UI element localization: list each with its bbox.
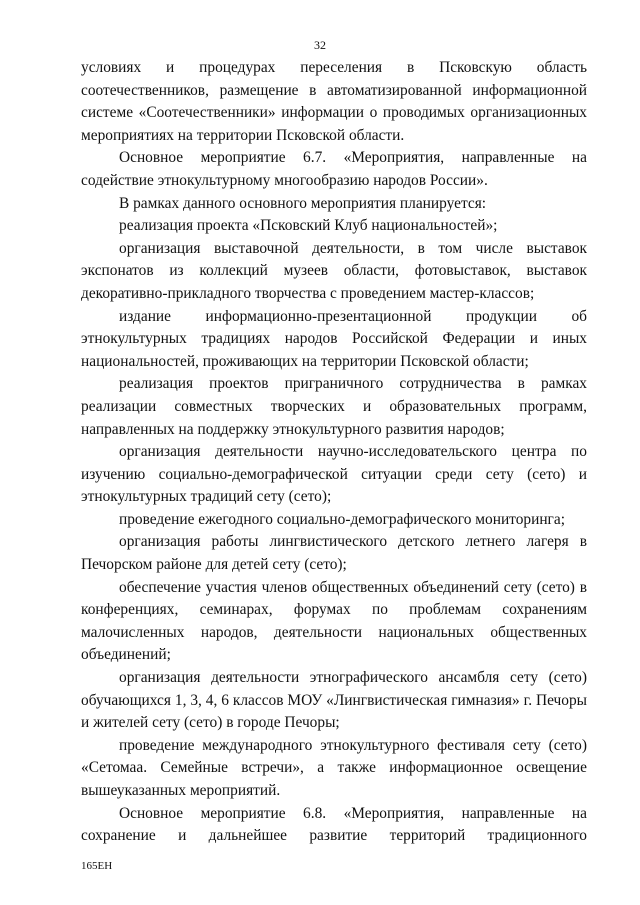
list-item: организация деятельности этнографического ансамбля сету (сето) обучающихся 1, 3, 4, 6 классов МОУ «Лингвистическая гимназия» г. Печоры и жителей сету (сето) в городе Печоры; bbox=[81, 669, 587, 732]
list-item: обеспечение участия членов общественных объединений сету (сето) в конференциях, семинарах, форумах по проблемам сохранениям малочисленных народов, деятельности национальных общественных объединений; bbox=[81, 578, 587, 664]
list-item: проведение ежегодного социально-демографического мониторинга; bbox=[119, 510, 565, 528]
paragraph-main-activity-6-8: Основное мероприятие 6.8. «Мероприятия, направленные на сохранение и дальнейшее развитие территорий традиционного bbox=[81, 804, 587, 845]
paragraph-main-activity-6-7: Основное мероприятие 6.7. «Мероприятия, направленные на содействие этнокультурному многообразию народов России». bbox=[81, 149, 587, 189]
page-number: 32 bbox=[314, 38, 326, 52]
paragraph-planned-intro: В рамках данного основного мероприятия планируется: bbox=[119, 194, 487, 212]
list-item: реализация проектов приграничного сотрудничества в рамках реализации совместных творческих и образовательных программ, направленных на поддержку этнокультурного развития народов; bbox=[81, 375, 587, 438]
document-body bbox=[81, 57, 587, 848]
list-item: проведение международного этнокультурного фестиваля сету (сето) «Сетомаа. Семейные встречи», а также информационное освещение вышеуказанных мероприятий. bbox=[81, 736, 587, 799]
list-item: организация работы лингвистического детского летнего лагеря в Печорском районе для детей сету (сето); bbox=[81, 533, 587, 574]
list-item: издание информационно-презентационной продукции об этнокультурных традициях народов Российской Федерации и иных национальностей, проживающих на территории Псковской области; bbox=[81, 307, 587, 370]
list-item: организация деятельности научно-исследовательского центра по изучению социально-демографической ситуации среди сету (сето) и этнокультурных традиций сету (сето); bbox=[81, 443, 587, 506]
list-item: организация выставочной деятельности, в том числе выставок экспонатов из коллекций музеев области, фотовыставок, выставок декоративно-прикладного творчества с проведением мастер-классов; bbox=[81, 239, 587, 302]
document-code: 165ЕН bbox=[81, 860, 113, 872]
paragraph-continuation: условиях и процедурах переселения в Псковскую область соотечественников, размещение в автоматизированной информационной системе «Соотечественники» информации о проводимых организационных мероприятиях на территории Псковской области. bbox=[81, 59, 587, 144]
list-item: реализация проекта «Псковский Клуб национальностей»; bbox=[119, 217, 498, 235]
